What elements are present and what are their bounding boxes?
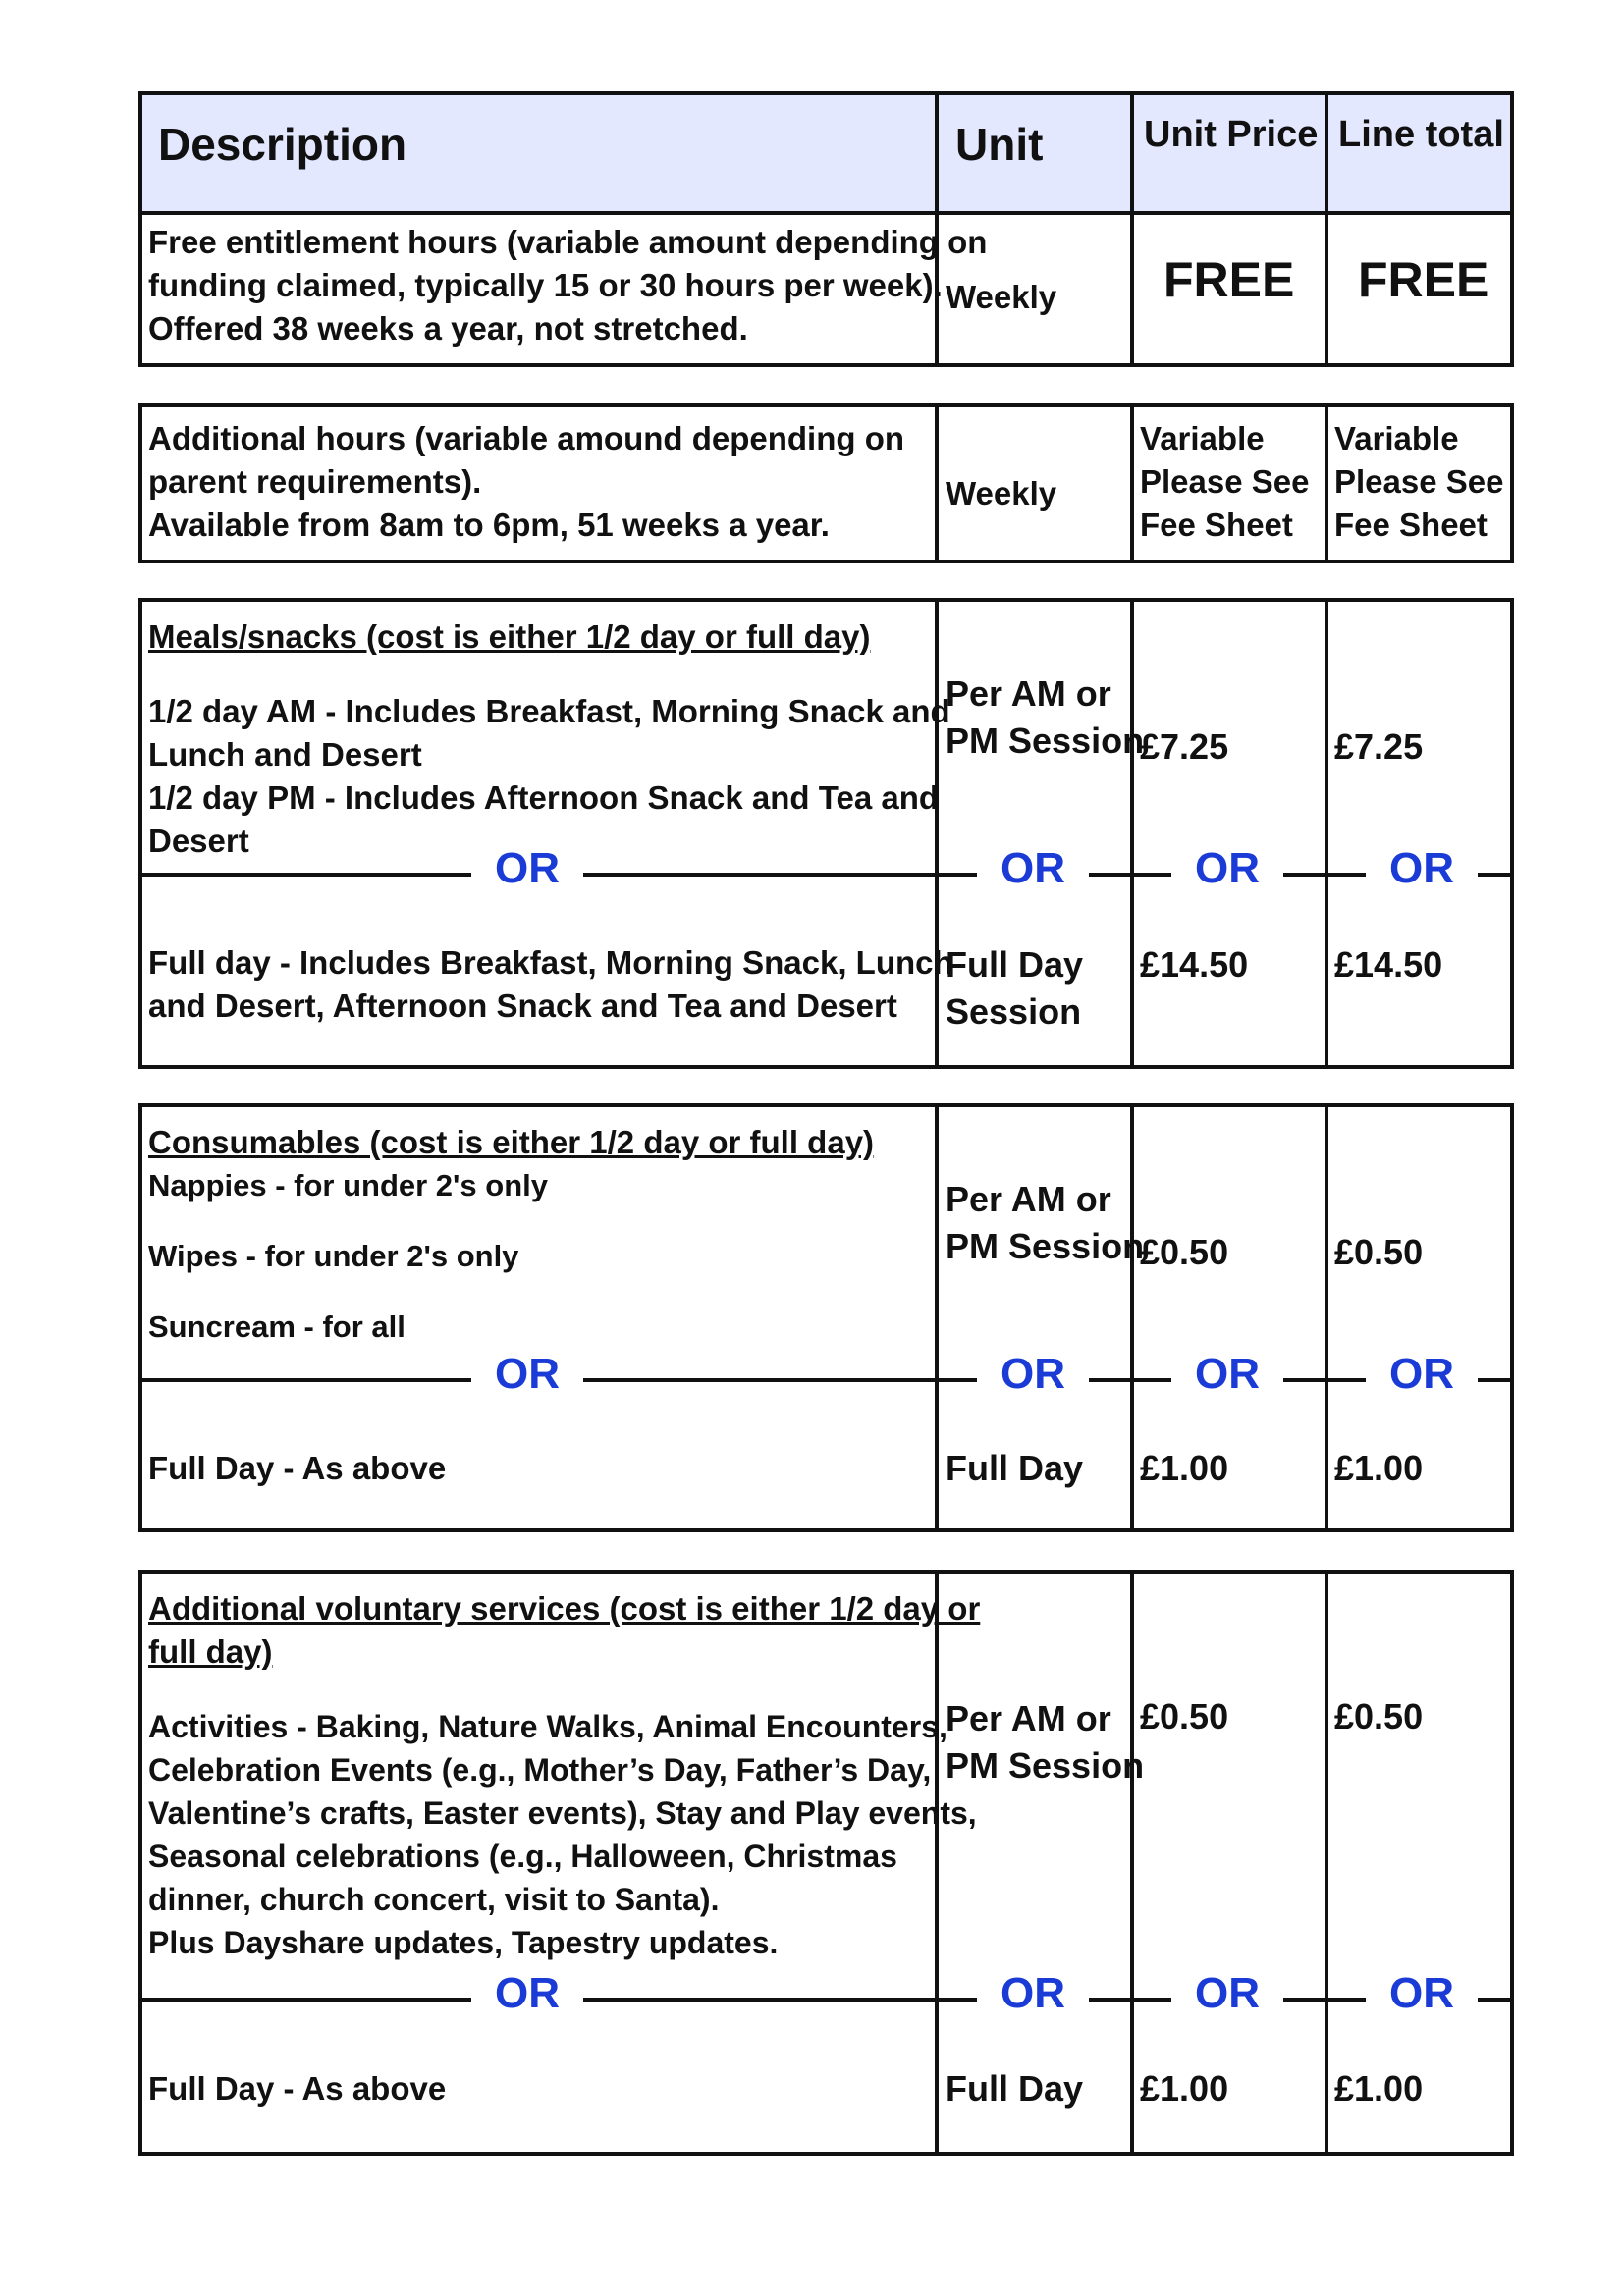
- voluntary-full-total: £1.00: [1334, 2068, 1424, 2109]
- column-divider: [1130, 1574, 1134, 2152]
- additional-row-unit-price: Variable Please See Fee Sheet: [1140, 420, 1310, 543]
- meals-half-description: 1/2 day AM - Includes Breakfast, Morning Snack and Lunch and Desert 1/2 day PM - Includes Afternoon Snack and Tea and Desert: [148, 693, 950, 859]
- column-divider: [1325, 1574, 1328, 2152]
- consumables-item-wipes: Wipes - for under 2's only: [148, 1239, 519, 1273]
- or-label: OR: [471, 1350, 583, 1399]
- meals-box: [138, 598, 1514, 1069]
- row-divider: [142, 211, 1510, 215]
- column-divider: [1130, 95, 1134, 363]
- voluntary-full-unit: Full Day: [946, 2068, 1084, 2109]
- header-unit: Unit: [955, 119, 1044, 170]
- consumables-box: [138, 1103, 1514, 1532]
- or-label: OR: [1171, 844, 1283, 893]
- or-label: OR: [1171, 1969, 1283, 2018]
- voluntary-full-price: £1.00: [1140, 2068, 1229, 2109]
- or-label: OR: [977, 1350, 1089, 1399]
- fee-table-header-box: [138, 91, 1514, 367]
- meals-full-unit: Full Day Session: [946, 944, 1084, 1032]
- consumables-full-total: £1.00: [1334, 1448, 1424, 1488]
- meals-title: Meals/snacks (cost is either 1/2 day or full day): [148, 618, 871, 655]
- or-label: OR: [1171, 1350, 1283, 1399]
- voluntary-half-total: £0.50: [1334, 1696, 1424, 1736]
- column-divider: [1325, 407, 1328, 560]
- or-label: OR: [471, 1969, 583, 2018]
- or-label: OR: [977, 844, 1089, 893]
- meals-full-total: £14.50: [1334, 944, 1443, 985]
- column-divider: [935, 1107, 939, 1528]
- consumables-full-price: £1.00: [1140, 1448, 1229, 1488]
- consumables-item-nappies: Nappies - for under 2's only: [148, 1168, 548, 1202]
- free-row-unit-price: FREE: [1163, 252, 1295, 307]
- consumables-half-unit: Per AM or PM Session: [946, 1179, 1145, 1266]
- meals-half-total: £7.25: [1334, 726, 1424, 767]
- consumables-full-unit: Full Day: [946, 1448, 1084, 1488]
- or-separator-line: [142, 1998, 1510, 2002]
- free-row-line-total: FREE: [1358, 252, 1489, 307]
- column-divider: [1325, 602, 1328, 1065]
- free-row-description: Free entitlement hours (variable amount depending on funding claimed, typically 15 or 30 hours per week). Offered 38 weeks a year, not stretched.: [148, 224, 988, 347]
- column-divider: [935, 407, 939, 560]
- consumables-half-total: £0.50: [1334, 1232, 1424, 1272]
- additional-row-description: Additional hours (variable amound depending on parent requirements). Available from 8am to 6pm, 51 weeks a year.: [148, 420, 905, 543]
- or-separator-line: [142, 1378, 1510, 1382]
- consumables-full-description: Full Day - As above: [148, 1450, 447, 1486]
- or-label: OR: [977, 1969, 1089, 2018]
- consumables-title: Consumables (cost is either 1/2 day or full day): [148, 1124, 875, 1160]
- header-description: Description: [158, 119, 407, 170]
- column-divider: [1325, 95, 1328, 363]
- meals-half-unit: Per AM or PM Session: [946, 673, 1145, 761]
- column-divider: [1130, 1107, 1134, 1528]
- meals-full-price: £14.50: [1140, 944, 1249, 985]
- voluntary-activities: Activities - Baking, Nature Walks, Animal Encounters, Celebration Events (e.g., Mother’s Day, Father’s Day, Valentine’s crafts, Easter events), Stay and Play events, Seasonal celebrations (e.g., Halloween, Christmas dinner, church concert, visit to Santa). Plus Dayshare updates, Tapestry updates.: [148, 1709, 977, 1960]
- or-label: OR: [1366, 844, 1478, 893]
- additional-row-line-total: Variable Please See Fee Sheet: [1334, 420, 1504, 543]
- or-label: OR: [1366, 1969, 1478, 2018]
- meals-full-description: Full day - Includes Breakfast, Morning Snack, Lunch and Desert, Afternoon Snack and Tea and Desert: [148, 944, 953, 1024]
- or-label: OR: [1366, 1350, 1478, 1399]
- or-separator-line: [142, 873, 1510, 877]
- voluntary-title: Additional voluntary services (cost is either 1/2 day or full day): [148, 1590, 981, 1670]
- consumables-item-suncream: Suncream - for all: [148, 1309, 406, 1344]
- or-label: OR: [471, 844, 583, 893]
- additional-hours-box: [138, 403, 1514, 563]
- column-divider: [1130, 407, 1134, 560]
- header-line-total: Line total: [1338, 114, 1504, 155]
- voluntary-services-box: [138, 1570, 1514, 2156]
- voluntary-half-unit: Per AM or PM Session: [946, 1698, 1145, 1786]
- meals-half-price: £7.25: [1140, 726, 1229, 767]
- free-row-unit: Weekly: [946, 279, 1057, 315]
- voluntary-full-description: Full Day - As above: [148, 2070, 447, 2107]
- voluntary-half-price: £0.50: [1140, 1696, 1229, 1736]
- additional-row-unit: Weekly: [946, 475, 1057, 511]
- consumables-half-price: £0.50: [1140, 1232, 1229, 1272]
- column-divider: [1325, 1107, 1328, 1528]
- header-unit-price: Unit Price: [1144, 114, 1319, 155]
